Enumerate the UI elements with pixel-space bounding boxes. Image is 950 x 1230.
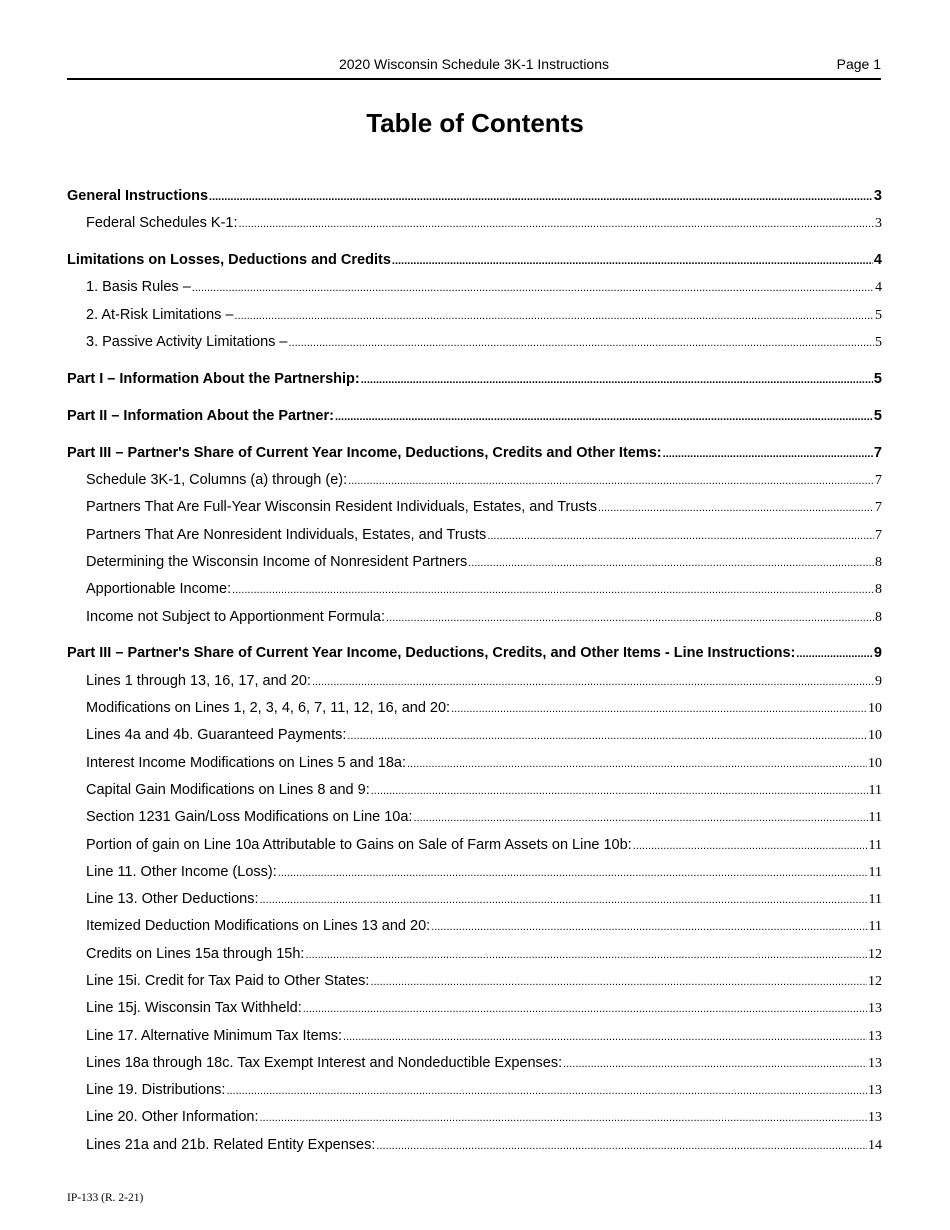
toc-dot-leader [376, 1133, 867, 1159]
toc-section-entry[interactable] [67, 440, 882, 467]
table-of-contents [67, 183, 882, 1159]
page-title: Table of Contents [366, 108, 584, 138]
page-header [67, 54, 881, 80]
toc-dot-leader [343, 1024, 867, 1050]
toc-subsection-entry[interactable] [67, 995, 882, 1022]
toc-entry-label: Line 19. Distributions: [86, 1082, 226, 1099]
toc-entry-label: Line 15i. Credit for Tax Paid to Other States: [86, 972, 370, 989]
toc-dot-leader [370, 969, 867, 995]
toc-subsection-entry[interactable] [67, 1104, 882, 1131]
toc-dot-leader [232, 577, 874, 603]
toc-entry-page-number: 5 [875, 307, 882, 323]
toc-entry-page-number: 11 [868, 864, 882, 880]
toc-dot-leader [335, 404, 873, 430]
toc-entry-page-number: 7 [875, 527, 882, 543]
toc-entry-page-number: 10 [868, 728, 882, 744]
toc-entry-page-number: 13 [868, 1001, 882, 1017]
toc-subsection-entry[interactable] [67, 604, 882, 631]
toc-dot-leader [226, 1078, 867, 1104]
toc-entry-page-number: 12 [868, 973, 882, 989]
toc-dot-leader [192, 275, 874, 301]
toc-subsection-entry[interactable] [67, 522, 882, 549]
toc-entry-page-number: 7 [875, 473, 882, 489]
toc-dot-leader [303, 996, 867, 1022]
toc-entry-label: 1. Basis Rules – [86, 279, 191, 296]
toc-entry-label: Lines 1 through 13, 16, 17, and 20: [86, 672, 311, 689]
toc-subsection-entry[interactable] [67, 302, 882, 329]
toc-entry-page-number: 7 [875, 500, 882, 516]
toc-dot-leader [633, 833, 868, 859]
toc-entry-page-number: 4 [873, 252, 882, 269]
toc-dot-leader [239, 211, 874, 237]
toc-section-entry[interactable] [67, 403, 882, 430]
toc-entry-page-number: 13 [868, 1110, 882, 1126]
toc-subsection-entry[interactable] [67, 777, 882, 804]
toc-entry-label: Portion of gain on Line 10a Attributable to Gains on Sale of Farm Assets on Line 10b: [86, 836, 632, 853]
toc-entry-page-number: 13 [868, 1083, 882, 1099]
toc-entry-page-number: 8 [875, 582, 882, 598]
toc-dot-leader [663, 441, 873, 467]
toc-dot-leader [288, 330, 874, 356]
toc-entry-label: Limitations on Losses, Deductions and Credits [67, 252, 391, 269]
toc-entry-label: Line 17. Alternative Minimum Tax Items: [86, 1027, 343, 1044]
toc-subsection-entry[interactable] [67, 859, 882, 886]
toc-entry-label: Lines 4a and 4b. Guaranteed Payments: [86, 727, 347, 744]
toc-entry-page-number: 9 [873, 645, 882, 662]
toc-entry-label: Capital Gain Modifications on Lines 8 and 9: [86, 781, 370, 798]
toc-section-entry[interactable] [67, 247, 882, 274]
toc-entry-page-number: 11 [868, 919, 882, 935]
toc-entry-page-number: 3 [873, 188, 882, 204]
toc-subsection-entry[interactable] [67, 913, 882, 940]
toc-subsection-entry[interactable] [67, 886, 882, 913]
toc-subsection-entry[interactable] [67, 750, 882, 777]
toc-dot-leader [431, 914, 867, 940]
toc-entry-label: Lines 21a and 21b. Related Entity Expenses: [86, 1136, 376, 1153]
toc-entry-label: Part III – Partner's Share of Current Year Income, Deductions, Credits and Other Items: [67, 444, 662, 461]
toc-subsection-entry[interactable] [67, 1023, 882, 1050]
toc-entry-page-number: 8 [875, 609, 882, 625]
toc-entry-label: Income not Subject to Apportionment Formula: [86, 608, 386, 625]
toc-subsection-entry[interactable] [67, 941, 882, 968]
toc-entry-page-number: 9 [875, 673, 882, 689]
toc-entry-page-number: 10 [868, 701, 882, 717]
toc-dot-leader [305, 942, 867, 968]
toc-dot-leader [598, 495, 874, 521]
toc-entry-label: Credits on Lines 15a through 15h: [86, 945, 305, 962]
toc-entry-page-number: 7 [873, 444, 882, 461]
toc-entry-page-number: 5 [873, 407, 882, 424]
toc-subsection-entry[interactable] [67, 1050, 882, 1077]
toc-subsection-entry[interactable] [67, 1132, 882, 1159]
toc-entry-label: Apportionable Income: [86, 581, 232, 598]
toc-dot-leader [348, 468, 874, 494]
toc-entry-label: Lines 18a through 18c. Tax Exempt Interest and Nondeductible Expenses: [86, 1054, 563, 1071]
toc-dot-leader [563, 1051, 867, 1077]
toc-subsection-entry[interactable] [67, 722, 882, 749]
toc-entry-page-number: 13 [868, 1028, 882, 1044]
toc-dot-leader [361, 367, 873, 393]
toc-entry-label: Part III – Partner's Share of Current Year Income, Deductions, Credits, and Other Items - Line Instructions: [67, 645, 796, 662]
toc-entry-page-number: 10 [868, 755, 882, 771]
toc-dot-leader [451, 696, 867, 722]
toc-entry-label: Determining the Wisconsin Income of Nonresident Partners [86, 553, 468, 570]
toc-dot-leader [392, 248, 873, 274]
toc-dot-leader [796, 641, 873, 667]
toc-entry-label: 2. At-Risk Limitations – [86, 306, 234, 323]
toc-subsection-entry[interactable] [67, 832, 882, 859]
toc-entry-label: Line 15j. Wisconsin Tax Withheld: [86, 1000, 302, 1017]
toc-dot-leader [278, 860, 868, 886]
toc-subsection-entry[interactable] [67, 210, 882, 237]
toc-entry-page-number: 11 [868, 810, 882, 826]
toc-entry-page-number: 3 [875, 216, 882, 232]
toc-subsection-entry[interactable] [67, 804, 882, 831]
toc-entry-label: Itemized Deduction Modifications on Lines 13 and 20: [86, 918, 431, 935]
toc-dot-leader [347, 723, 867, 749]
toc-subsection-entry[interactable] [67, 695, 882, 722]
toc-entry-label: Schedule 3K-1, Columns (a) through (e): [86, 472, 348, 489]
toc-entry-page-number: 13 [868, 1055, 882, 1071]
toc-entry-label: Part II – Information About the Partner: [67, 407, 334, 424]
toc-subsection-entry[interactable] [67, 329, 882, 356]
toc-entry-label: Section 1231 Gain/Loss Modifications on Line 10a: [86, 809, 413, 826]
toc-entry-page-number: 4 [875, 280, 882, 296]
toc-entry-label: Federal Schedules K-1: [86, 215, 238, 232]
toc-entry-label: Modifications on Lines 1, 2, 3, 4, 6, 7, 11, 12, 16, and 20: [86, 700, 451, 717]
toc-entry-label: Partners That Are Full-Year Wisconsin Resident Individuals, Estates, and Trusts [86, 499, 597, 516]
toc-subsection-entry[interactable] [67, 549, 882, 576]
toc-entry-label: Interest Income Modifications on Lines 5 and 18a: [86, 754, 406, 771]
toc-section-entry[interactable] [67, 640, 882, 667]
toc-subsection-entry[interactable] [67, 968, 882, 995]
toc-dot-leader [371, 778, 868, 804]
toc-entry-label: Line 13. Other Deductions: [86, 891, 259, 908]
toc-entry-page-number: 12 [868, 946, 882, 962]
toc-section-entry[interactable] [67, 183, 882, 210]
toc-dot-leader [260, 1105, 868, 1131]
toc-section-entry[interactable] [67, 366, 882, 393]
toc-entry-page-number: 11 [868, 782, 882, 798]
toc-entry-label: 3. Passive Activity Limitations – [86, 334, 288, 351]
toc-entry-label: Part I – Information About the Partnership: [67, 370, 360, 387]
toc-subsection-entry[interactable] [67, 494, 882, 521]
header-title: 2020 Wisconsin Schedule 3K-1 Instructions [338, 56, 610, 72]
footer-form-id: IP-133 (R. 2-21) [67, 1192, 144, 1204]
toc-subsection-entry[interactable] [67, 576, 882, 603]
toc-dot-leader [413, 805, 867, 831]
toc-entry-page-number: 5 [875, 335, 882, 351]
toc-subsection-entry[interactable] [67, 274, 882, 301]
toc-subsection-entry[interactable] [67, 668, 882, 695]
toc-entry-label: Line 11. Other Income (Loss): [86, 863, 277, 880]
toc-entry-page-number: 14 [868, 1137, 882, 1153]
toc-dot-leader [487, 523, 874, 549]
toc-entry-page-number: 11 [868, 837, 882, 853]
toc-dot-leader [312, 669, 874, 695]
toc-entry-label: General Instructions [67, 188, 209, 204]
toc-entry-page-number: 11 [868, 892, 882, 908]
toc-dot-leader [407, 751, 867, 777]
toc-dot-leader [386, 605, 874, 631]
toc-entry-page-number: 5 [873, 370, 882, 387]
toc-entry-page-number: 8 [875, 554, 882, 570]
toc-dot-leader [209, 184, 873, 210]
toc-subsection-entry[interactable] [67, 1077, 882, 1104]
toc-dot-leader [234, 303, 874, 329]
toc-dot-leader [468, 550, 874, 576]
toc-entry-label: Partners That Are Nonresident Individuals, Estates, and Trusts [86, 526, 487, 543]
toc-subsection-entry[interactable] [67, 467, 882, 494]
toc-dot-leader [260, 887, 868, 913]
header-page-number: Page 1 [836, 56, 881, 72]
toc-entry-label: Line 20. Other Information: [86, 1109, 259, 1126]
